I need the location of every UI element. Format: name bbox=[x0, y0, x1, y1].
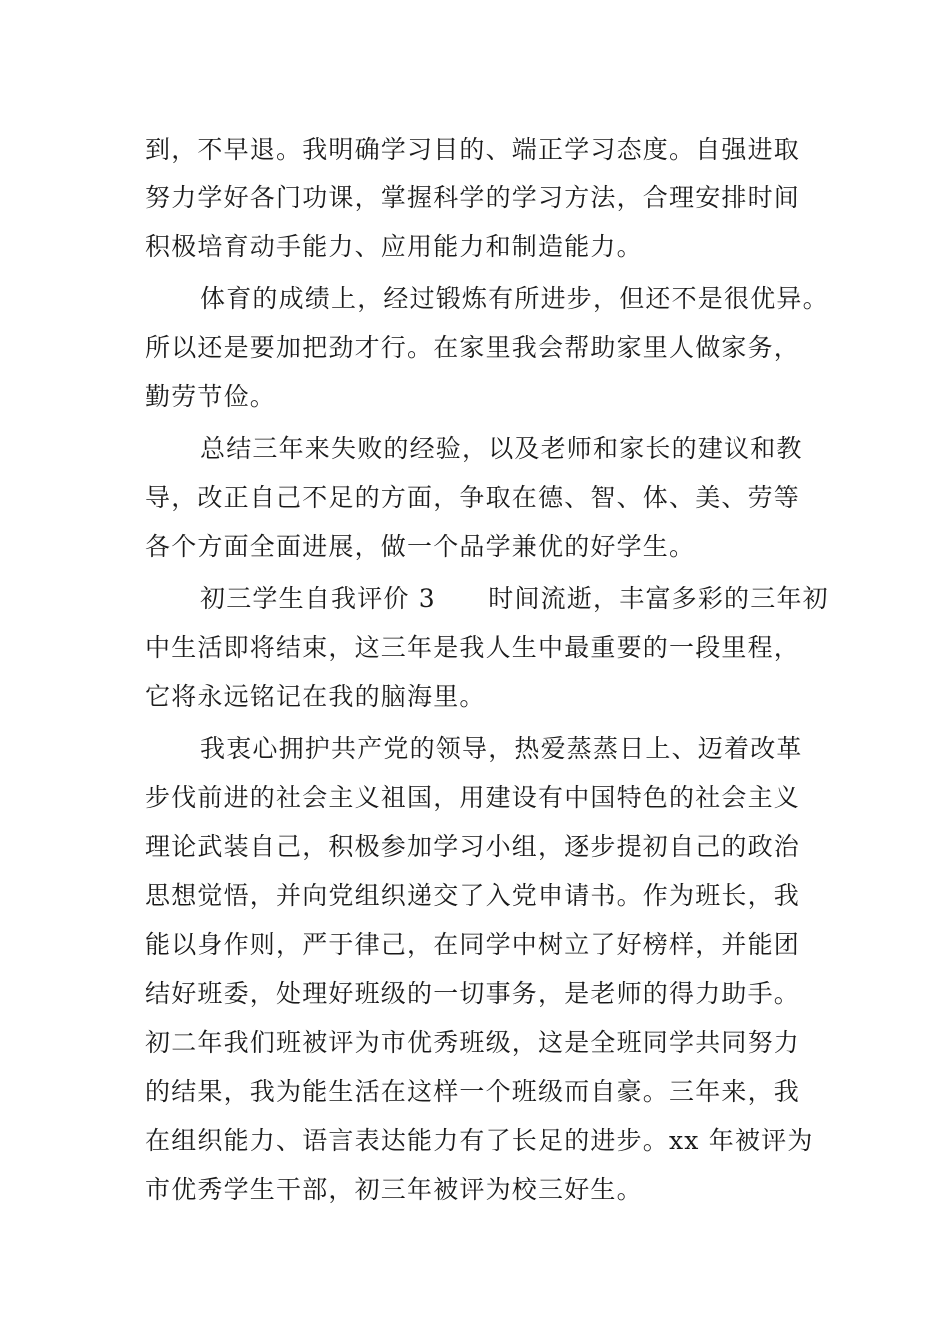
text-line: 到，不早退。我明确学习目的、端正学习态度。自强进取 bbox=[145, 135, 801, 164]
text-line: 能以身作则，严于律己，在同学中树立了好榜样，并能团 bbox=[145, 930, 801, 959]
text-line: 它将永远铭记在我的脑海里。 bbox=[145, 682, 486, 711]
text-line: 理论武装自己，积极参加学习小组，逐步提初自己的政治 bbox=[145, 832, 801, 861]
text-line: 中生活即将结束，这三年是我人生中最重要的一段里程， bbox=[145, 633, 801, 662]
text-line: 步伐前进的社会主义祖国，用建设有中国特色的社会主义 bbox=[145, 783, 801, 812]
text-line: 积极培育动手能力、应用能力和制造能力。 bbox=[145, 232, 643, 261]
text-line: 思想觉悟，并向党组织递交了入党申请书。作为班长，我 bbox=[145, 881, 801, 910]
text-line: 在组织能力、语言表达能力有了长足的进步。xx 年被评为 bbox=[145, 1126, 814, 1155]
text-line: 市优秀学生干部，初三年被评为校三好生。 bbox=[145, 1175, 643, 1204]
text-line: 的结果，我为能生活在这样一个班级而自豪。三年来，我 bbox=[145, 1077, 801, 1106]
text-line: 导，改正自己不足的方面，争取在德、智、体、美、劳等 bbox=[145, 483, 801, 512]
text-line: 初二年我们班被评为市优秀班级，这是全班同学共同努力 bbox=[145, 1028, 801, 1057]
text-line: 结好班委，处理好班级的一切事务，是老师的得力助手。 bbox=[145, 979, 801, 1008]
paragraph-first-line: 体育的成绩上，经过锻炼有所进步，但还不是很优异。 bbox=[200, 284, 829, 313]
text-line: 各个方面全面进展，做一个品学兼优的好学生。 bbox=[145, 532, 696, 561]
text-line: 所以还是要加把劲才行。在家里我会帮助家里人做家务， bbox=[145, 333, 801, 362]
paragraph-first-line: 总结三年来失败的经验，以及老师和家长的建议和教 bbox=[200, 434, 803, 463]
section-heading-line: 初三学生自我评价 3 时间流逝，丰富多彩的三年初 bbox=[200, 584, 829, 613]
paragraph-first-line: 我衷心拥护共产党的领导，热爱蒸蒸日上、迈着改革 bbox=[200, 734, 803, 763]
text-line: 勤劳节俭。 bbox=[145, 382, 277, 411]
text-line: 努力学好各门功课，掌握科学的学习方法，合理安排时间 bbox=[145, 183, 801, 212]
